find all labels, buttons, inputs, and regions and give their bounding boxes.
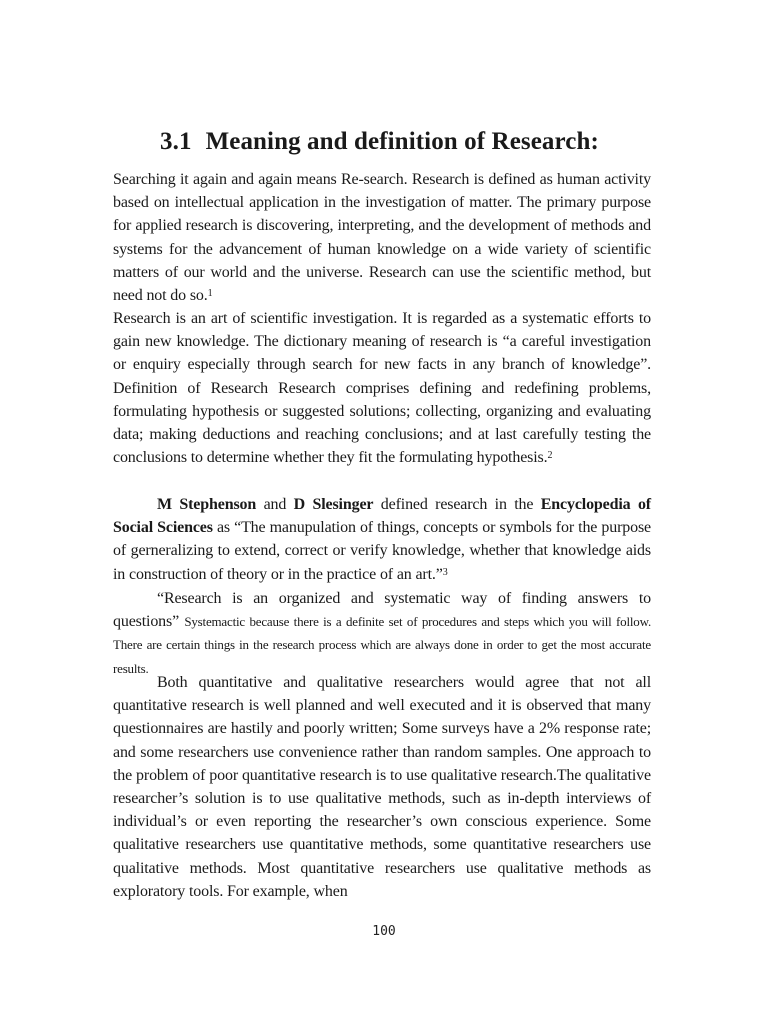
- paragraph-3: [113, 493, 651, 586]
- section-title: Meaning and definition of Research:: [205, 128, 599, 155]
- source-title: Encyclopedia of Social Sciences: [113, 496, 651, 537]
- paragraph-1-text: Searching it again and again means Re-search. Research is defined as human activity based on intellectual application in the investigation of matter. The primary purpose for applied research is discovering, interpreting, and the development of methods and systems for the advancement of human knowledge on a wide variety of scientific matters of our world and the universe. Research can use the scientific method, but need not do so.: [113, 171, 651, 305]
- conjunction: and: [256, 496, 294, 513]
- footnote-ref-1: 1: [207, 288, 213, 300]
- page-number: 100: [372, 924, 396, 939]
- paragraph-5: [113, 671, 651, 903]
- paragraph-4-small-text: Systemactic because there is a definite set of procedures and steps which you will follow. There are certain things in the research process which are always done in order to get the most accurate results.: [113, 614, 651, 676]
- author-2: D Slesinger: [293, 496, 374, 513]
- paragraph-4-text: “Research is an organized and systematic way of finding answers to questions”: [113, 590, 651, 631]
- section-number: 3.1: [160, 128, 192, 155]
- paragraph-5-text: Both quantitative and qualitative researchers would agree that not all quantitative research is well planned and well executed and it is observed that many questionnaires are hastily and poorly written; Some surveys have a 2% response rate; and some researchers use convenience rather than random samples. One approach to the problem of poor quantitative research is to use qualitative research.The qualitative researcher’s solution is to use qualitative methods, such as in-depth interviews of individual’s or even reporting the researcher’s own conscious experience. Some qualitative researchers use quantitative methods, some quantitative researchers use qualitative methods. Most quantitative researchers use qualitative methods as exploratory tools. For example, when: [113, 674, 651, 900]
- paragraph-2: [113, 307, 651, 469]
- paragraph-3-text: as “The manupulation of things, concepts or symbols for the purpose of gerneralizing to extend, correct or verify knowledge, whether that knowledge aids in construction of theory or in the practice of an art.”: [113, 519, 651, 583]
- author-1: M Stephenson: [157, 496, 257, 513]
- paragraph-4: [113, 587, 651, 680]
- footnote-ref-3: 3: [442, 566, 448, 578]
- section-heading: [160, 128, 599, 156]
- paragraph-2-text: Research is an art of scientific investigation. It is regarded as a systematic efforts to gain new knowledge. The dictionary meaning of research is “a careful investigation or enquiry especially through search for new facts in any branch of knowledge”. Definition of Research Research comprises defining and redefining problems, formulating hypothesis or suggested solutions; collecting, organizing and evaluating data; making deductions and reaching conclusions; and at last carefully testing the conclusions to determine whether they fit the formulating hypothesis.: [113, 310, 651, 467]
- footnote-ref-2: 2: [547, 450, 553, 462]
- paragraph-3-mid: defined research in the: [373, 496, 541, 513]
- paragraph-1: [113, 168, 651, 307]
